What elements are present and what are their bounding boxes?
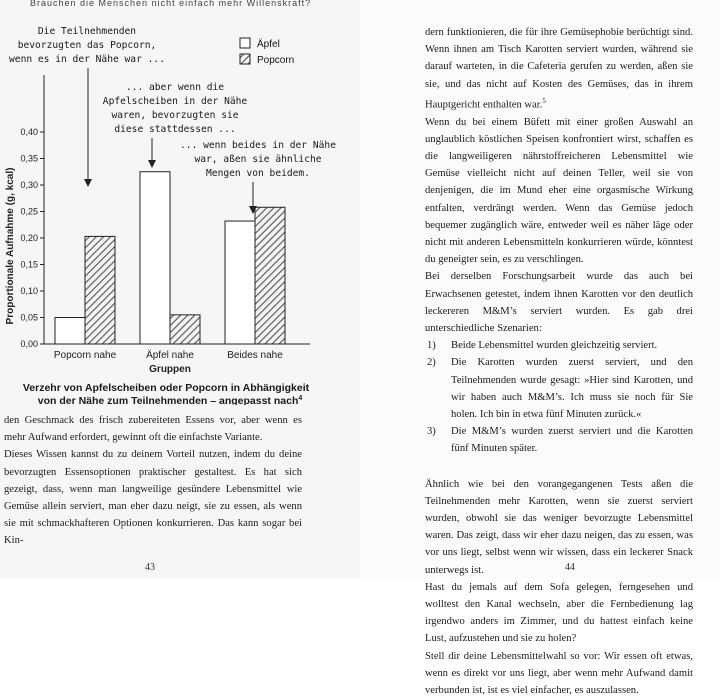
footnote-ref-5: 5 <box>542 96 546 105</box>
category-label-beides-nahe: Beides nahe <box>227 350 283 361</box>
right-page <box>360 0 720 697</box>
right-paragraph-2: Wenn du bei einem Büfett mit einer großen Auswahl an unglaublich köstlichen Speisen konfrontiert wirst, schaffen es die langweiligeren nährstoffreicheren Lebensmittel wie Gemüse vielleicht nicht auf deinen Teller, weil sie von denjenigen, die im Mund eher eine orgasmische Wirkung entfalten, verdrängt werden. Wenn das Gemüse jedoch bequemer zugänglich wäre, entweder weil es näher läge oder nicht mit anderen Lebensmitteln konkurrieren würde, könntest du geneigter sein, es zu verschlingen. <box>425 116 693 266</box>
right-page-text <box>425 24 693 699</box>
y-tick-label: 0,05 <box>20 312 38 323</box>
bar-aepfel-1 <box>55 318 85 345</box>
annotation-aepfel-nahe <box>103 82 248 164</box>
left-paragraph-2: Dieses Wissen kannst du zu deinem Vorteil nutzen, indem du deine bevorzugten Essensoptionen praktischer gestaltest. Es hat sich gezeigt, dass, wenn man langweilige gesündere Lebensmittel wie Gemüse allein serviert, man eher dazu neigt, sie zu essen, als wenn sie mit schmackhafteren Optionen konkurrieren. Das kann sogar bei Kin- <box>4 449 302 547</box>
y-axis-title: Proportionale Aufnahme (g, kcal) <box>5 167 16 325</box>
chart-caption-line-2-text: von der Nähe zum Teilnehmenden – angepasst nach <box>37 395 299 405</box>
page-number-left: 43 <box>145 562 155 573</box>
annotation-2-line-1: ... aber wenn die <box>125 82 225 93</box>
y-tick-label: 0,25 <box>20 206 38 217</box>
annotation-1-line-1: Die Teilnehmenden <box>37 26 137 37</box>
y-tick-label: 0,20 <box>20 233 38 243</box>
left-page <box>0 0 360 579</box>
right-paragraph-1 <box>425 24 693 114</box>
chart-caption-line-2 <box>38 395 303 405</box>
paragraph-gap <box>425 458 693 476</box>
annotation-2-line-3: waren, bevorzugten sie <box>111 110 239 121</box>
bar-chart <box>0 0 360 405</box>
bar-aepfel-3 <box>225 221 255 344</box>
x-axis-title: Gruppen <box>149 364 191 375</box>
y-tick-label: 0,35 <box>20 153 38 164</box>
scenario-number-2: 2) <box>427 357 436 369</box>
chart-caption-line-1: Verzehr von Apfelscheiben oder Popcorn in Abhängigkeit <box>22 382 310 394</box>
legend-swatch-aepfel <box>240 38 250 48</box>
running-head: Brauchen die Menschen nicht einfach mehr Willenskraft? <box>30 0 312 8</box>
annotation-3-line-2: war, aßen sie ähnliche <box>194 154 322 165</box>
bar-aepfel-2 <box>140 172 170 344</box>
category-label-aepfel-nahe: Äpfel nahe <box>146 350 194 361</box>
y-tick-label: 0,10 <box>20 286 38 296</box>
annotation-2-line-4: diese stattdessen ... <box>114 124 236 135</box>
scenario-text-2: Die Karotten wurden zuerst serviert, und den Teilnehmenden wurde gesagt: »Hier sind Karotten, und wir haben auch M&M’s. Ich muss sie noch für Sie holen. Ich bin in etwa fünf Minuten zurück.« <box>451 357 693 420</box>
category-label-popcorn-nahe: Popcorn nahe <box>53 350 117 361</box>
scenario-number-3: 3) <box>427 426 436 438</box>
annotation-3-line-1: ... wenn beides in der Nähe <box>180 140 336 151</box>
scenario-item-2 <box>425 354 693 423</box>
y-tick-label: 0,30 <box>20 180 38 190</box>
right-paragraph-3: Bei derselben Forschungsarbeit wurde das auch bei Erwachsenen getestet, indem ihnen Karotten vor den deutlich leckereren M&M’s serviert wurden. Es gab drei unterschiedliche Szenarien: <box>425 271 693 334</box>
y-tick-label: 0,00 <box>20 339 38 349</box>
caption-footnote-ref: 4 <box>298 395 303 402</box>
right-paragraph-4: Ähnlich wie bei den vorangegangenen Tests aßen die Teilnehmenden mehr Karotten, wenn sie zuerst serviert wurden, obwohl sie das weniger bevorzugte Lebensmittel waren. Das zeigt, dass wir eher dazu neigen, das zu essen, was vor uns liegt, selbst wenn wir wissen, dass ein leckerer Snack unterwegs ist. <box>425 478 693 576</box>
annotation-1-line-3: wenn es in der Nähe war ... <box>9 54 165 65</box>
legend <box>240 38 294 66</box>
right-paragraph-6: Stell dir deine Lebensmittelwahl so vor: Wir essen oft etwas, wenn es direkt vor uns liegt, aber wenn mehr Aufwand damit verbunden ist, ist es viel einfacher, es auszulassen. <box>425 650 693 697</box>
y-tick-label: 0,40 <box>20 127 38 137</box>
scenario-item-3 <box>425 423 693 457</box>
left-page-text <box>4 412 302 550</box>
annotation-3-line-3: Mengen von beidem. <box>206 168 310 179</box>
page-number-right: 44 <box>565 562 575 573</box>
annotation-2-line-2: Apfelscheiben in der Nähe <box>102 96 248 107</box>
y-tick-label: 0,15 <box>20 259 38 270</box>
scenario-number-1: 1) <box>427 340 436 352</box>
bar-popcorn-2 <box>170 315 200 344</box>
bar-popcorn-3 <box>255 207 285 344</box>
scenario-text-3: Die M&M’s wurden zuerst serviert und die Karotten fünf Minuten später. <box>451 426 693 455</box>
left-paragraph-1: den Geschmack des frisch zubereiteten Essens vor, aber wenn es mehr Aufwand erfordert, gewinnt oft die einfachste Variante. <box>4 415 302 444</box>
legend-swatch-popcorn <box>240 54 250 64</box>
legend-label-aepfel: Äpfel <box>257 39 280 50</box>
scenario-text-1: Beide Lebensmittel wurden gleichzeitig serviert. <box>451 340 658 352</box>
bar-popcorn-1 <box>85 236 115 344</box>
annotation-1-line-2: bevorzugten das Popcorn, <box>17 40 157 51</box>
right-paragraph-5: Hast du jemals auf dem Sofa gelegen, ferngesehen und wolltest den Kanal wechseln, aber die Fernbedienung lag irgendwo anders im Zimmer, und du hattest einfach keine Lust, aufzustehen und sie zu holen? <box>425 581 693 645</box>
legend-label-popcorn: Popcorn <box>257 55 295 66</box>
annotation-beides-nahe <box>180 140 336 210</box>
right-paragraph-1-text: dern funktionieren, die für ihre Gemüsephobie berüchtigt sind. Wenn ihnen am Tisch Karotten serviert wurden, während sie darauf warteten, in die Cafeteria gerufen zu werden, aßen sie sie, und das nicht auf Kosten des Gemüses, das in ihrem Hauptgericht enthalten war. <box>425 27 693 111</box>
scenario-item-1 <box>425 337 693 354</box>
